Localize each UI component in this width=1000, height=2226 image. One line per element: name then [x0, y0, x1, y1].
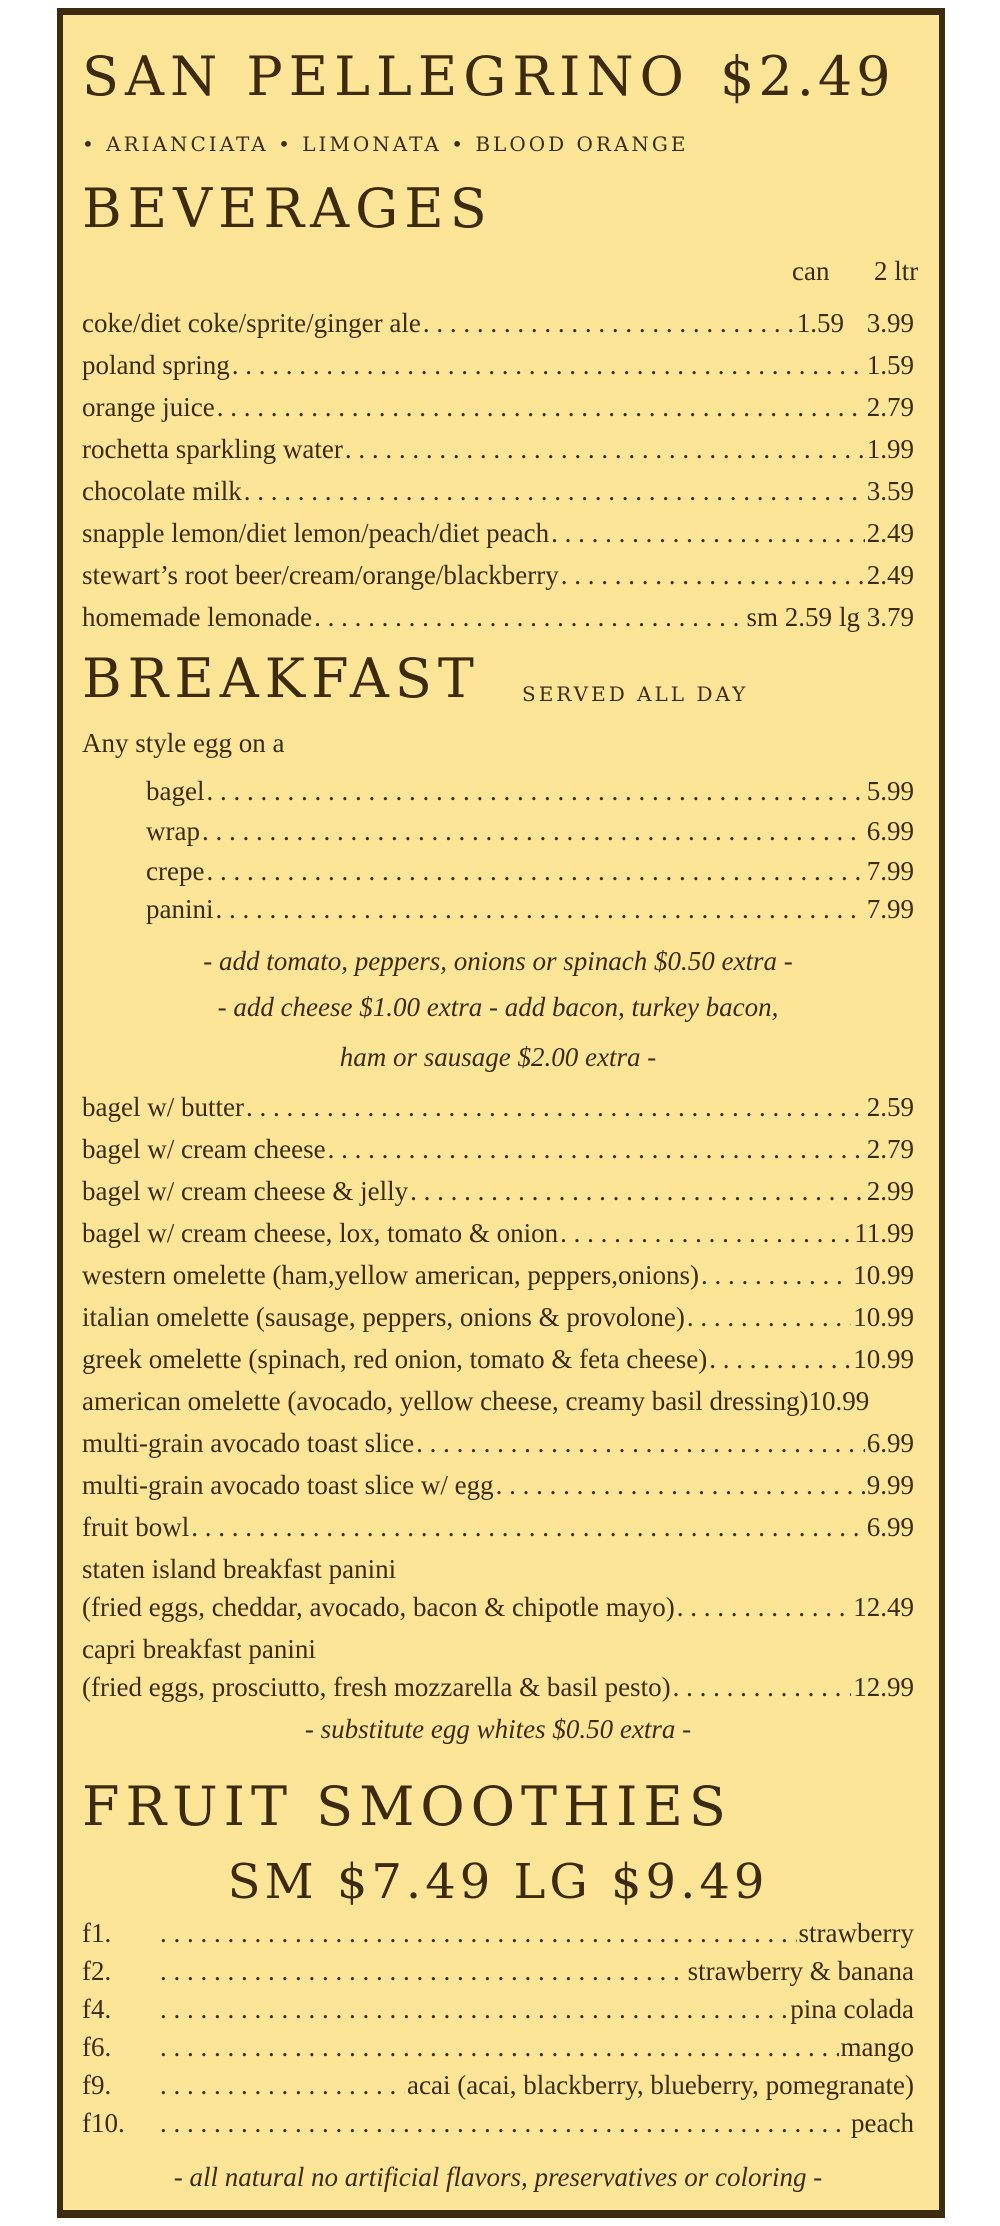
breakfast-item: [82, 1304, 914, 1331]
item-price: 6.99: [866, 816, 914, 846]
item-price: 9.99: [866, 1470, 914, 1500]
item-desc: (fried eggs, cheddar, avocado, bacon & chipotle mayo): [82, 1592, 675, 1622]
item-price: 7.99: [866, 894, 914, 924]
breakfast-note: - add cheese $1.00 extra - add bacon, turkey bacon,: [217, 992, 779, 1022]
leader-dots: [216, 896, 865, 923]
breakfast-item: [82, 1220, 914, 1247]
item-price: 10.99: [853, 1260, 914, 1290]
item-name: acai (acai, blackberry, blueberry, pomegranate): [407, 2070, 914, 2100]
item-price-large: lg 3.79: [838, 602, 914, 632]
item-name: multi-grain avocado toast slice: [82, 1428, 415, 1458]
item-name: greek omelette (spinach, red onion, tomato & feta cheese): [82, 1344, 708, 1374]
item-price: 5.99: [866, 776, 914, 806]
breakfast-item: [82, 1178, 914, 1205]
breakfast-note: ham or sausage $2.00 extra -: [339, 1042, 657, 1072]
leader-dots: [345, 436, 865, 463]
leader-dots: [673, 1674, 852, 1701]
breakfast-item: [82, 1514, 914, 1541]
item-name: italian omelette (sausage, peppers, onions & provolone): [82, 1302, 685, 1332]
item-price: 12.99: [853, 1672, 914, 1702]
item-name: bagel: [146, 776, 205, 806]
item-price: 11.99: [854, 1218, 914, 1248]
leader-dots: [551, 520, 865, 547]
smoothie-item: [82, 2034, 914, 2061]
item-price: 2.49: [866, 560, 914, 590]
beverages-col-2ltr: 2 ltr: [874, 256, 919, 286]
beverage-item: [82, 310, 914, 337]
item-name: mango: [840, 2032, 914, 2062]
leader-dots: [410, 1178, 865, 1205]
breakfast-subtitle: SERVED ALL DAY: [522, 682, 749, 706]
item-price: 10.99: [853, 1302, 914, 1332]
item-name: american omelette (avocado, yellow cheese, creamy basil dressing): [82, 1386, 809, 1416]
beverage-item: [82, 436, 914, 463]
leader-dots: [160, 1996, 788, 2023]
item-name: poland spring: [82, 350, 230, 380]
beverages-col-can: can: [792, 256, 830, 286]
beverage-item: [82, 478, 914, 505]
item-name: western omelette (ham,yellow american, peppers,onions): [82, 1260, 700, 1290]
item-code: f9.: [82, 2070, 112, 2100]
item-price: 10.99: [853, 1344, 914, 1374]
item-price: 1.59: [796, 308, 844, 338]
item-price: 12.49: [853, 1592, 914, 1622]
egg-item: [146, 896, 914, 923]
item-name: homemade lemonade: [82, 602, 313, 632]
beverage-item: [82, 520, 914, 547]
leader-dots: [423, 310, 795, 337]
item-price: 3.59: [866, 476, 914, 506]
item-name: fruit bowl: [82, 1512, 190, 1542]
item-price: 2.49: [866, 518, 914, 548]
leader-dots: [701, 1262, 851, 1289]
item-price: sm 2.59: [746, 602, 832, 632]
egg-white-note: - substitute egg whites $0.50 extra -: [304, 1714, 692, 1744]
egg-item: [146, 778, 914, 805]
item-name: coke/diet coke/sprite/ginger ale: [82, 308, 421, 338]
item-price: 2.79: [866, 1134, 914, 1164]
item-price: 1.59: [866, 350, 914, 380]
item-price: 2.79: [866, 392, 914, 422]
item-name: peach: [851, 2108, 914, 2138]
item-price: 6.99: [866, 1428, 914, 1458]
breakfast-item: [82, 1346, 914, 1373]
leader-dots: [246, 1094, 865, 1121]
leader-dots: [160, 2034, 839, 2061]
smoothies-title: FRUIT SMOOTHIES: [82, 1775, 732, 1838]
breakfast-item: [82, 1094, 914, 1121]
smoothie-item: [82, 1958, 914, 1985]
item-price-2ltr: 3.99: [866, 308, 914, 338]
item-name: strawberry & banana: [687, 1956, 914, 1986]
leader-dots: [206, 858, 864, 885]
leader-dots: [232, 352, 865, 379]
item-code: f6.: [82, 2032, 112, 2062]
leader-dots: [160, 2110, 849, 2137]
panini-item: [82, 1674, 914, 1701]
leader-dots: [677, 1594, 852, 1621]
item-code: f10.: [82, 2108, 125, 2138]
breakfast-item: [82, 1388, 914, 1415]
item-price: 2.59: [866, 1092, 914, 1122]
breakfast-item: [82, 1472, 914, 1499]
panini-item: [82, 1594, 914, 1621]
leader-dots: [217, 394, 865, 421]
leader-dots: [416, 1430, 865, 1457]
leader-dots: [561, 562, 865, 589]
leader-dots: [202, 818, 865, 845]
leader-dots: [496, 1472, 865, 1499]
smoothie-item: [82, 1920, 914, 1947]
item-price: 1.99: [866, 434, 914, 464]
leader-dots: [709, 1346, 851, 1373]
item-name: rochetta sparkling water: [82, 434, 343, 464]
item-name: snapple lemon/diet lemon/peach/diet peach: [82, 518, 550, 548]
breakfast-intro: Any style egg on a: [82, 728, 285, 758]
leader-dots: [560, 1220, 852, 1247]
beverage-item: [82, 562, 914, 589]
item-name: bagel w/ butter: [82, 1092, 244, 1122]
item-name: multi-grain avocado toast slice w/ egg: [82, 1470, 494, 1500]
item-code: f2.: [82, 1956, 112, 1986]
item-price: 6.99: [866, 1512, 914, 1542]
item-name: bagel w/ cream cheese, lox, tomato & onion: [82, 1218, 559, 1248]
breakfast-item: [82, 1262, 914, 1289]
smoothie-item: [82, 1996, 914, 2023]
item-code: f4.: [82, 1994, 112, 2024]
item-desc: (fried eggs, prosciutto, fresh mozzarella & basil pesto): [82, 1672, 671, 1702]
leader-dots: [191, 1514, 865, 1541]
item-name: orange juice: [82, 392, 215, 422]
leader-dots: [160, 2072, 405, 2099]
item-price: 10.99: [808, 1386, 870, 1416]
breakfast-item: [82, 1430, 914, 1457]
leader-dots: [206, 778, 864, 805]
beverage-item: [82, 604, 914, 631]
san-pellegrino-price: $2.49: [720, 45, 895, 108]
smoothie-item: [82, 2110, 914, 2137]
item-price: 7.99: [866, 856, 914, 886]
item-code: f1.: [82, 1918, 112, 1948]
leader-dots: [328, 1136, 865, 1163]
leader-dots: [160, 1920, 797, 1947]
san-pellegrino-title: SAN PELLEGRINO: [82, 45, 690, 108]
item-name: bagel w/ cream cheese & jelly: [82, 1176, 409, 1206]
egg-item: [146, 858, 914, 885]
item-name: stewart’s root beer/cream/orange/blackberry: [82, 560, 559, 590]
leader-dots: [160, 1958, 686, 1985]
breakfast-title: BREAKFAST: [82, 647, 480, 710]
item-price: 2.99: [866, 1176, 914, 1206]
smoothie-item: [82, 2072, 914, 2099]
item-name: chocolate milk: [82, 476, 242, 506]
beverages-title: BEVERAGES: [82, 177, 493, 240]
leader-dots: [687, 1304, 851, 1331]
smoothies-footer: - all natural no artificial flavors, preservatives or coloring -: [173, 2162, 823, 2192]
smoothies-prices: SM $7.49 LG $9.49: [227, 1854, 769, 1910]
item-name: bagel w/ cream cheese: [82, 1134, 326, 1164]
item-name: strawberry: [798, 1918, 914, 1948]
item-name: panini: [146, 894, 214, 924]
san-pellegrino-flavors: • ARIANCIATA • LIMONATA • BLOOD ORANGE: [82, 132, 689, 156]
panini-title: capri breakfast panini: [82, 1634, 316, 1664]
item-name: wrap: [146, 816, 200, 846]
item-name: pina colada: [790, 1994, 914, 2024]
leader-dots: [244, 478, 865, 505]
egg-item: [146, 818, 914, 845]
beverage-item: [82, 394, 914, 421]
leader-dots: [314, 604, 744, 631]
beverage-item: [82, 352, 914, 379]
breakfast-note: - add tomato, peppers, onions or spinach $0.50 extra -: [203, 946, 793, 976]
item-name: crepe: [146, 856, 205, 886]
panini-title: staten island breakfast panini: [82, 1554, 397, 1584]
breakfast-item: [82, 1136, 914, 1163]
